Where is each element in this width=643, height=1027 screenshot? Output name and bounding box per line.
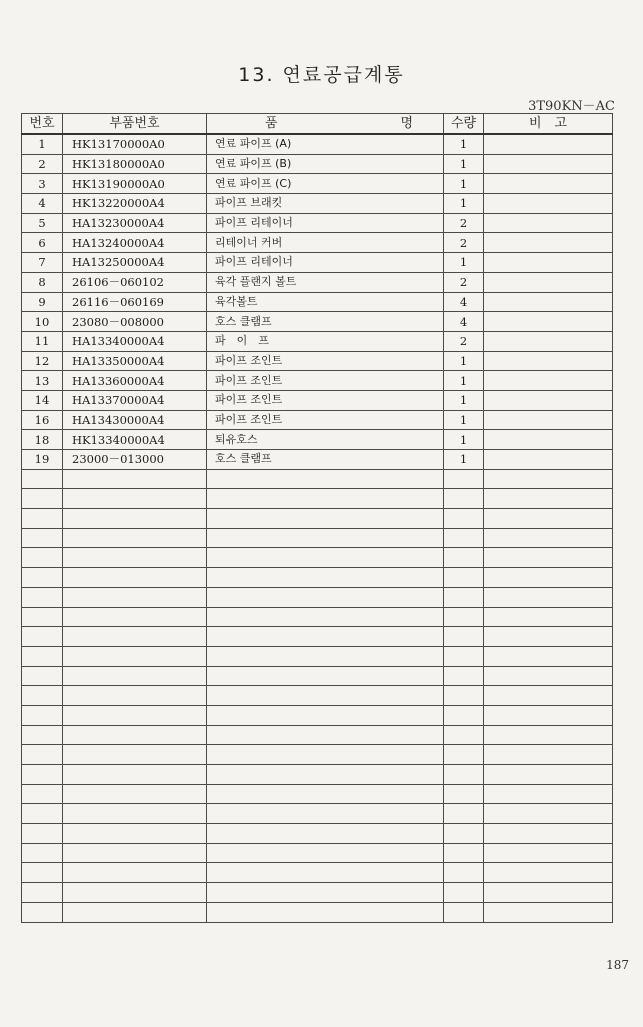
row-number: 13 (22, 371, 63, 391)
row-part-number: HA13370000A4 (63, 390, 207, 410)
row-number (22, 824, 63, 844)
row-part-number: HA13250000A4 (63, 253, 207, 273)
table-row (22, 509, 613, 529)
row-number (22, 548, 63, 568)
table-row (22, 292, 613, 312)
row-part-number: HK13180000A0 (63, 154, 207, 174)
table-row (22, 627, 613, 647)
row-part-name: 육각 플랜지 볼트 (207, 272, 444, 292)
row-quantity (444, 824, 484, 844)
table-row (22, 390, 613, 410)
row-part-number: 23000－013000 (63, 450, 207, 470)
row-part-name (207, 725, 444, 745)
row-part-name: 파이프 리테이너 (207, 253, 444, 273)
header-part-name-left: 품 (265, 115, 278, 131)
row-remark (484, 627, 613, 647)
table-row (22, 213, 613, 233)
model-code: 3T90KN－AC (528, 99, 615, 114)
row-part-number (63, 509, 207, 529)
row-part-name (207, 686, 444, 706)
table-row (22, 804, 613, 824)
row-remark (484, 450, 613, 470)
row-part-name: 육각볼트 (207, 292, 444, 312)
row-part-number (63, 902, 207, 922)
row-quantity (444, 528, 484, 548)
row-quantity (444, 705, 484, 725)
table-row (22, 154, 613, 174)
table-row (22, 863, 613, 883)
row-part-number: 26116－060169 (63, 292, 207, 312)
page-number: 187 (606, 958, 629, 972)
row-part-number (63, 469, 207, 489)
header-part-name-right: 명 (400, 115, 413, 131)
table-row (22, 607, 613, 627)
row-quantity: 2 (444, 331, 484, 351)
row-quantity (444, 587, 484, 607)
table-row (22, 843, 613, 863)
row-remark (484, 666, 613, 686)
row-quantity (444, 765, 484, 785)
table-row (22, 174, 613, 194)
row-remark (484, 587, 613, 607)
row-part-name (207, 627, 444, 647)
row-remark (484, 705, 613, 725)
row-quantity: 1 (444, 194, 484, 214)
row-part-number (63, 646, 207, 666)
row-part-name: 연료 파이프 (A) (207, 134, 444, 154)
row-quantity: 1 (444, 253, 484, 273)
table-row (22, 410, 613, 430)
header-no: 번호 (22, 114, 63, 135)
row-number (22, 666, 63, 686)
row-part-name (207, 607, 444, 627)
table-row (22, 765, 613, 785)
row-quantity (444, 646, 484, 666)
table-row (22, 666, 613, 686)
row-quantity: 2 (444, 272, 484, 292)
row-remark (484, 371, 613, 391)
row-part-name: 파이프 조인트 (207, 351, 444, 371)
row-part-name: 파 이 프 (207, 331, 444, 351)
row-quantity: 4 (444, 292, 484, 312)
table-row (22, 430, 613, 450)
row-part-number (63, 725, 207, 745)
row-remark (484, 804, 613, 824)
row-remark (484, 331, 613, 351)
row-part-number (63, 784, 207, 804)
row-quantity: 1 (444, 154, 484, 174)
table-row (22, 568, 613, 588)
row-part-number (63, 587, 207, 607)
row-part-number: HA13350000A4 (63, 351, 207, 371)
table-row (22, 902, 613, 922)
row-part-name: 호스 클램프 (207, 312, 444, 332)
row-number (22, 843, 63, 863)
row-part-number (63, 528, 207, 548)
table-row (22, 725, 613, 745)
row-part-number: HA13240000A4 (63, 233, 207, 253)
row-part-number (63, 686, 207, 706)
row-quantity: 2 (444, 233, 484, 253)
row-remark (484, 272, 613, 292)
row-number (22, 528, 63, 548)
row-part-name: 리테이너 커버 (207, 233, 444, 253)
parts-table-body (22, 134, 613, 922)
row-quantity (444, 883, 484, 903)
row-number: 9 (22, 292, 63, 312)
row-part-name: 호스 클램프 (207, 450, 444, 470)
row-part-name: 파이프 리테이너 (207, 213, 444, 233)
row-remark (484, 312, 613, 332)
row-quantity (444, 784, 484, 804)
row-quantity (444, 686, 484, 706)
row-remark (484, 213, 613, 233)
row-part-number (63, 548, 207, 568)
row-quantity: 1 (444, 174, 484, 194)
row-part-name: 퇴유호스 (207, 430, 444, 450)
row-part-number: HK13170000A0 (63, 134, 207, 154)
row-remark (484, 233, 613, 253)
row-quantity (444, 607, 484, 627)
row-part-number (63, 627, 207, 647)
row-number (22, 804, 63, 824)
row-number (22, 646, 63, 666)
row-remark (484, 568, 613, 588)
row-part-number (63, 666, 207, 686)
row-part-name (207, 509, 444, 529)
row-quantity (444, 863, 484, 883)
row-number (22, 902, 63, 922)
header-part-no: 부품번호 (63, 114, 207, 135)
row-quantity: 1 (444, 410, 484, 430)
row-number: 8 (22, 272, 63, 292)
row-part-name (207, 784, 444, 804)
row-part-number (63, 745, 207, 765)
table-row (22, 548, 613, 568)
row-part-number (63, 804, 207, 824)
row-part-number (63, 568, 207, 588)
row-quantity (444, 843, 484, 863)
row-number: 16 (22, 410, 63, 430)
row-remark (484, 351, 613, 371)
table-row (22, 450, 613, 470)
row-number: 7 (22, 253, 63, 273)
row-remark (484, 607, 613, 627)
row-number: 3 (22, 174, 63, 194)
parts-table-header (22, 114, 613, 135)
table-row (22, 331, 613, 351)
row-part-name (207, 863, 444, 883)
row-part-name (207, 824, 444, 844)
table-row (22, 351, 613, 371)
row-part-name (207, 568, 444, 588)
row-part-name (207, 646, 444, 666)
table-row (22, 705, 613, 725)
row-part-number: HA13340000A4 (63, 331, 207, 351)
row-quantity (444, 548, 484, 568)
table-row (22, 883, 613, 903)
row-part-name (207, 666, 444, 686)
table-row (22, 233, 613, 253)
row-number: 1 (22, 134, 63, 154)
table-row (22, 312, 613, 332)
row-number (22, 627, 63, 647)
row-number (22, 686, 63, 706)
row-quantity: 1 (444, 450, 484, 470)
row-quantity: 1 (444, 390, 484, 410)
row-quantity: 1 (444, 351, 484, 371)
row-quantity (444, 509, 484, 529)
row-quantity (444, 804, 484, 824)
table-row (22, 253, 613, 273)
header-part-name (207, 114, 444, 135)
row-part-name (207, 804, 444, 824)
row-quantity (444, 666, 484, 686)
row-quantity: 4 (444, 312, 484, 332)
row-part-name (207, 902, 444, 922)
row-quantity (444, 469, 484, 489)
row-number (22, 784, 63, 804)
row-remark (484, 253, 613, 273)
row-part-name: 연료 파이프 (B) (207, 154, 444, 174)
row-number: 2 (22, 154, 63, 174)
row-number (22, 587, 63, 607)
row-remark (484, 489, 613, 509)
row-remark (484, 725, 613, 745)
row-remark (484, 745, 613, 765)
row-part-number: HK13220000A4 (63, 194, 207, 214)
row-part-number (63, 883, 207, 903)
row-number: 11 (22, 331, 63, 351)
row-remark (484, 883, 613, 903)
row-part-number: 26106－060102 (63, 272, 207, 292)
row-part-name: 파이프 조인트 (207, 410, 444, 430)
row-remark (484, 194, 613, 214)
row-part-number: HA13360000A4 (63, 371, 207, 391)
row-remark (484, 646, 613, 666)
row-quantity (444, 745, 484, 765)
table-row (22, 686, 613, 706)
row-part-name (207, 765, 444, 785)
table-row (22, 489, 613, 509)
row-remark (484, 765, 613, 785)
header-remark: 비 고 (484, 114, 613, 135)
row-remark (484, 390, 613, 410)
row-part-name (207, 745, 444, 765)
row-remark (484, 824, 613, 844)
row-remark (484, 292, 613, 312)
row-number: 10 (22, 312, 63, 332)
row-part-number: HK13190000A0 (63, 174, 207, 194)
row-part-number (63, 705, 207, 725)
row-number (22, 469, 63, 489)
row-number (22, 725, 63, 745)
row-number: 19 (22, 450, 63, 470)
row-part-number: HA13230000A4 (63, 213, 207, 233)
row-remark (484, 469, 613, 489)
table-row (22, 272, 613, 292)
table-row (22, 824, 613, 844)
row-quantity: 2 (444, 213, 484, 233)
row-part-name (207, 528, 444, 548)
row-part-name (207, 883, 444, 903)
table-row (22, 371, 613, 391)
row-number (22, 765, 63, 785)
header-qty: 수량 (444, 114, 484, 135)
page-title: 13. 연료공급계통 (238, 64, 405, 86)
row-number: 18 (22, 430, 63, 450)
parts-table (21, 113, 613, 923)
row-number (22, 568, 63, 588)
row-part-number (63, 824, 207, 844)
row-number (22, 607, 63, 627)
row-remark (484, 174, 613, 194)
row-quantity (444, 627, 484, 647)
row-number (22, 509, 63, 529)
row-number (22, 883, 63, 903)
row-part-number (63, 607, 207, 627)
row-remark (484, 134, 613, 154)
table-row (22, 528, 613, 548)
row-part-name: 파이프 브래킷 (207, 194, 444, 214)
row-remark (484, 410, 613, 430)
row-part-name (207, 843, 444, 863)
row-number (22, 489, 63, 509)
row-part-name (207, 705, 444, 725)
row-number (22, 705, 63, 725)
row-quantity (444, 489, 484, 509)
row-part-name: 연료 파이프 (C) (207, 174, 444, 194)
row-part-name: 파이프 조인트 (207, 371, 444, 391)
row-number: 6 (22, 233, 63, 253)
table-row (22, 587, 613, 607)
table-row (22, 469, 613, 489)
row-part-name (207, 587, 444, 607)
row-number: 5 (22, 213, 63, 233)
row-number (22, 863, 63, 883)
row-part-number (63, 489, 207, 509)
row-part-number (63, 765, 207, 785)
row-quantity: 1 (444, 134, 484, 154)
row-part-name (207, 548, 444, 568)
table-row (22, 134, 613, 154)
table-row (22, 745, 613, 765)
row-remark (484, 843, 613, 863)
table-row (22, 784, 613, 804)
row-part-number (63, 843, 207, 863)
row-quantity (444, 568, 484, 588)
row-number: 14 (22, 390, 63, 410)
row-remark (484, 430, 613, 450)
row-remark (484, 509, 613, 529)
row-number: 4 (22, 194, 63, 214)
table-row (22, 646, 613, 666)
row-remark (484, 548, 613, 568)
row-number (22, 745, 63, 765)
row-remark (484, 863, 613, 883)
row-part-number: 23080－008000 (63, 312, 207, 332)
row-quantity (444, 902, 484, 922)
row-part-name: 파이프 조인트 (207, 390, 444, 410)
row-quantity: 1 (444, 430, 484, 450)
row-remark (484, 528, 613, 548)
row-quantity (444, 725, 484, 745)
row-remark (484, 154, 613, 174)
row-remark (484, 686, 613, 706)
row-part-number: HK13340000A4 (63, 430, 207, 450)
row-part-number (63, 863, 207, 883)
row-part-number: HA13430000A4 (63, 410, 207, 430)
row-number: 12 (22, 351, 63, 371)
row-part-name (207, 469, 444, 489)
row-remark (484, 784, 613, 804)
row-quantity: 1 (444, 371, 484, 391)
row-remark (484, 902, 613, 922)
table-row (22, 194, 613, 214)
row-part-name (207, 489, 444, 509)
